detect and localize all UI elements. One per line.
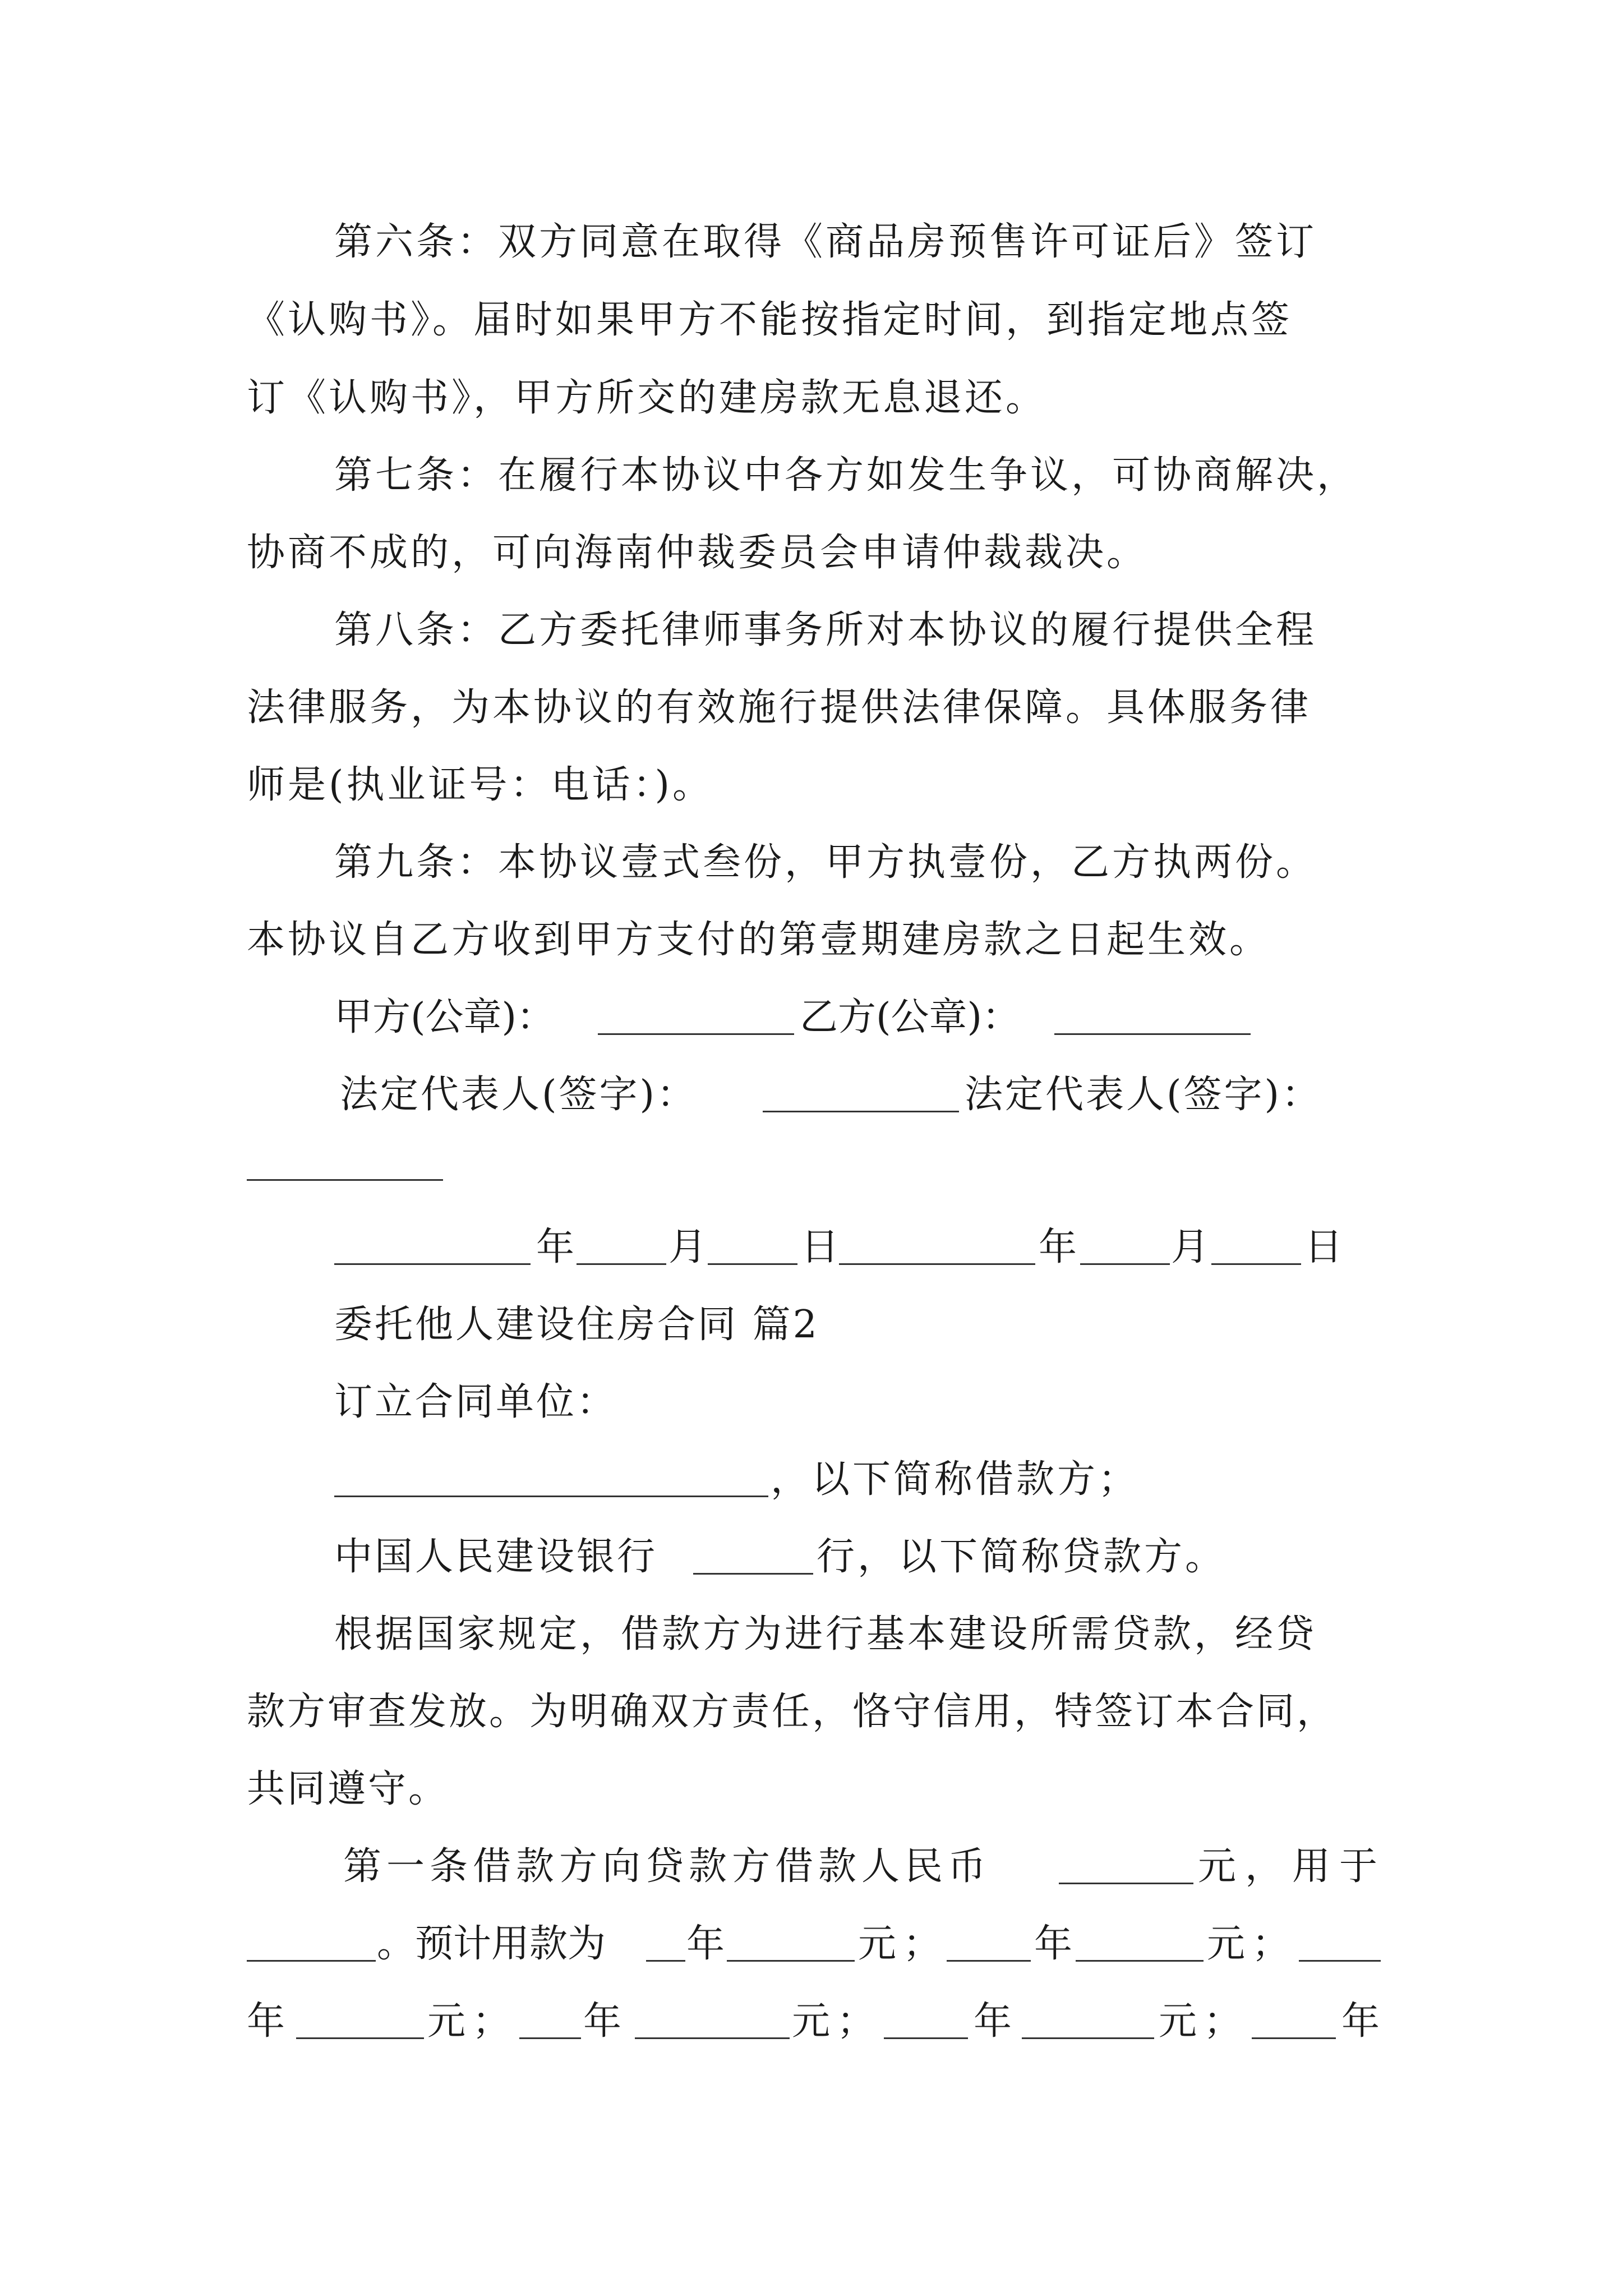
year-6-label: 年 [1341,1999,1380,2044]
article-7-line-2: 协商不成的，可向海南仲裁委员会申请仲裁裁决。 [247,531,1148,575]
year-4-blank [519,2037,581,2039]
year-5-label: 年 [974,1999,1012,2044]
date-a-year-blank [334,1263,531,1265]
contract-2-title: 委托他人建设住房合同 篇2 [334,1303,819,1347]
date-a-month-blank [577,1263,666,1265]
lender-branch-blank [693,1573,813,1575]
article-8-line-3: 师是(执业证号：电话：)。 [247,763,714,807]
party-b-seal-label: 乙方(公章)： [800,995,1021,1039]
clause-1-line-2a: 。预计用款为 [377,1922,606,1966]
legal-rep-b-label: 法定代表人(签字)： [965,1073,1322,1117]
lender-suffix: 行，以下简称贷款方。 [817,1535,1227,1579]
parties-label: 订立合同单位： [334,1380,617,1424]
amount-4-blank [635,2037,790,2039]
year-2-blank [947,1960,1031,1962]
year-4-label: 年 [583,1999,622,2044]
date-b-month-blank [1080,1263,1170,1265]
borrower-suffix: ，以下简称借款方； [771,1457,1140,1502]
article-7-line-1: 第七条：在履行本协议中各方如发生争议，可协商解决， [334,453,1358,498]
party-b-seal-blank [1054,1033,1251,1035]
legal-rep-a-label: 法定代表人(签字)： [340,1073,698,1117]
date-a-day-label: 日 [801,1225,840,1269]
amount-5-yuan: 元； [1159,1999,1249,2044]
article-9-line-2: 本协议自乙方收到甲方支付的第壹期建房款之日起生效。 [247,918,1271,962]
party-a-seal-label: 甲方(公章)： [334,995,555,1039]
article-9-line-1: 第九条：本协议壹式叁份，甲方执壹份，乙方执两份。 [334,840,1317,885]
date-b-day-label: 日 [1304,1225,1343,1269]
preamble-line-3: 共同遵守。 [247,1767,449,1811]
article-6-line-1: 第六条：双方同意在取得《商品房预售许可证后》签订 [334,220,1317,264]
amount-1-blank [727,1960,855,1962]
article-8-line-2: 法律服务，为本协议的有效施行提供法律保障。具体服务律 [247,685,1312,730]
amount-2-blank [1076,1960,1204,1962]
amount-4-yuan: 元； [792,1999,882,2044]
year-3-label: 年 [247,1999,285,2044]
preamble-line-1: 根据国家规定，借款方为进行基本建设所需贷款，经贷 [334,1612,1317,1657]
year-1-label: 年 [686,1922,725,1966]
amount-5-blank [1022,2037,1154,2039]
clause-1-line-1a: 第一条借款方向贷款方借款人民币 [343,1844,992,1889]
date-b-year-label: 年 [1039,1225,1077,1269]
lender-prefix: 中国人民建设银行 [334,1535,658,1579]
amount-1-yuan: 元； [858,1922,948,1966]
party-a-seal-blank [598,1033,794,1035]
date-b-month-label: 月 [1171,1225,1210,1269]
date-a-year-label: 年 [536,1225,575,1269]
date-b-year-blank [839,1263,1035,1265]
article-6-line-2: 《认购书》。届时如果甲方不能按指定时间，到指定地点签 [247,298,1293,342]
amount-3-yuan: 元； [427,1999,518,2044]
legal-rep-b-blank [247,1179,443,1181]
date-a-month-label: 月 [668,1225,707,1269]
loan-amount-blank [1059,1883,1193,1884]
date-a-day-blank [708,1263,797,1265]
loan-purpose-blank [247,1960,376,1962]
year-2-label: 年 [1034,1922,1073,1966]
year-1-blank [646,1960,685,1962]
year-5-blank [884,2037,968,2039]
amount-2-yuan: 元； [1207,1922,1297,1966]
preamble-line-2: 款方审查发放。为明确双方责任，恪守信用，特签订本合同， [247,1690,1338,1734]
year-3-blank [1299,1960,1381,1962]
clause-1-line-1b: 元，用于 [1198,1844,1387,1889]
amount-3-blank [296,2037,424,2039]
article-6-line-3: 订《认购书》，甲方所交的建房款无息退还。 [247,376,1047,420]
date-b-day-blank [1211,1263,1301,1265]
year-6-blank [1252,2037,1336,2039]
borrower-name-blank [334,1496,768,1497]
article-8-line-1: 第八条：乙方委托律师事务所对本协议的履行提供全程 [334,608,1317,652]
legal-rep-a-blank [763,1111,959,1112]
